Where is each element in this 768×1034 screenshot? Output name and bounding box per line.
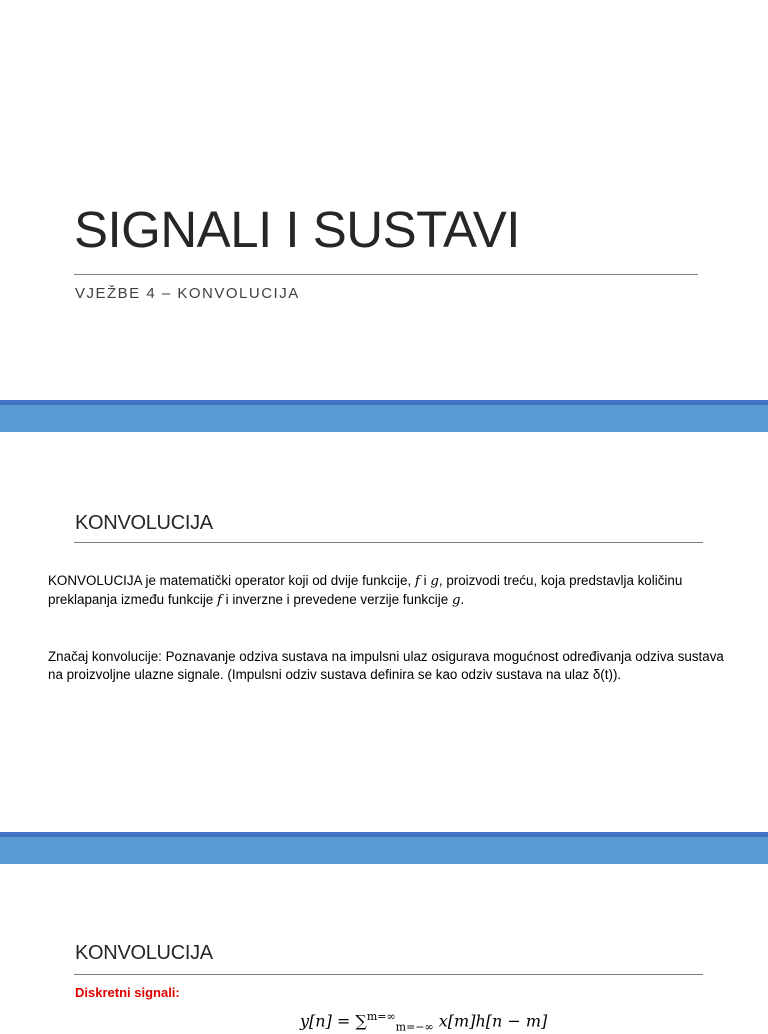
title-divider [74,274,698,275]
math-g: g [430,574,439,589]
content-slide-discrete [0,864,768,1034]
slide-separator [0,832,768,864]
sum-symbol: ∑ [355,1011,367,1031]
definition-paragraph [48,572,738,610]
text-run: , proizvodi treću, koja predstavlja količinu preklapanja između funkcije [48,573,683,607]
formula-rhs: x[m]h[n − m] [433,1011,548,1031]
slide-title: KONVOLUCIJA [75,942,213,964]
significance-paragraph: Značaj konvolucije: Poznavanje odziva sustava na impulsni ulaz osigurava mogućnost određivanja odziva sustava na proizvoljne ulazne signale. (Impulsni odziv sustava definira se kao odziv sustava na ulaz δ(t)). [48,649,724,682]
title-divider [74,974,703,975]
math-g: g [451,593,461,608]
formula-lhs: y[n] = [300,1011,356,1031]
text-run: je matematički operator koji od dvije funkcije, [141,573,415,588]
slide-separator [0,400,768,432]
math-f: f [414,574,420,589]
convolution-formula [300,1010,547,1034]
term: KONVOLUCIJA [48,573,142,588]
text-run: . [460,592,465,607]
sum-upper: m=∞ [366,1010,396,1023]
discrete-signals-label: Diskretni signali: [75,985,180,1000]
text-run: i inverzne i prevedene verzije funkcije [221,592,452,607]
title-divider [74,542,703,543]
content-slide-definition [0,432,768,832]
presentation-subtitle: VJEŽBE 4 – KONVOLUCIJA [75,285,300,302]
math-f: f [216,593,222,608]
text-run: i [419,573,431,588]
slide-title: KONVOLUCIJA [75,512,213,534]
title-slide [0,0,768,400]
presentation-title: SIGNALI I SUSTAVI [74,201,520,258]
sum-lower: m=−∞ [395,1020,434,1034]
